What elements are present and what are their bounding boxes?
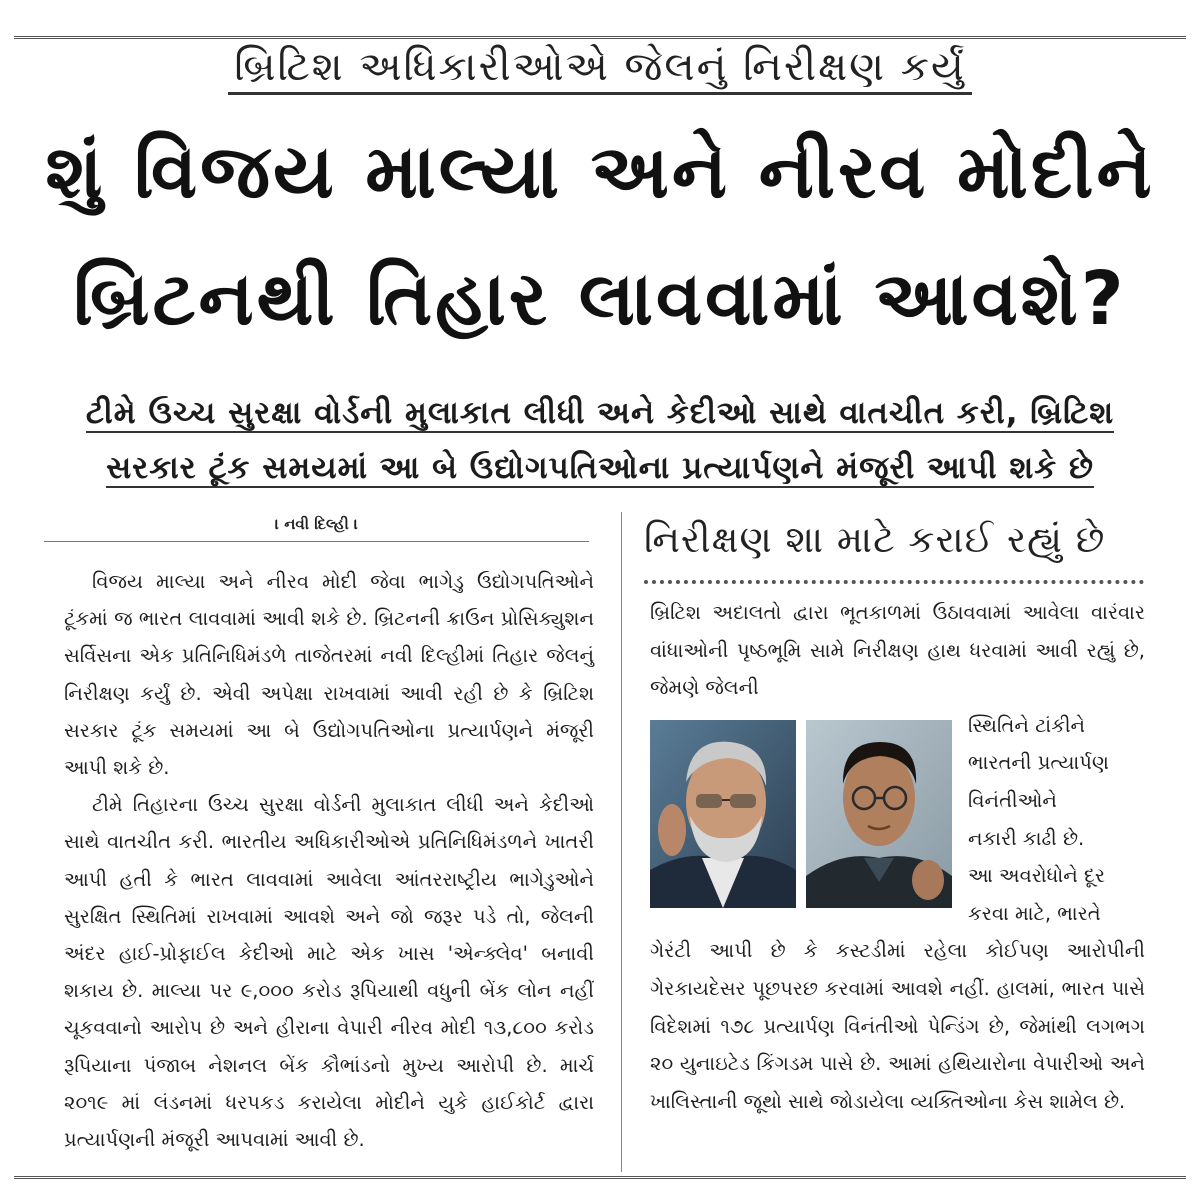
sidebar-title: નિરીક્ષણ શા માટે કરાઈ રહ્યું છે <box>644 518 1106 561</box>
main-headline-line-1: શું વિજય માલ્યા અને નીરવ મોદીને <box>45 129 1155 215</box>
top-border-rule <box>14 36 1186 39</box>
column-divider <box>621 512 622 1172</box>
main-headline-line-2: બ્રિટનથી તિહાર લાવવામાં આવશે? <box>73 256 1127 342</box>
sidebar-wrapped-line: ભારતની પ્રત્યાર્પણ <box>968 751 1109 775</box>
dateline: । નવી દિલ્હી । <box>44 515 589 542</box>
sidebar-rest: ગેરંટી આપી છે કે કસ્ટડીમાં રહેલા કોઈપણ આરોપીની ગેરકાયદેસર પૂછપરછ કરવામાં આવશે નહીં. હાલમાં, ભારત પાસે વિદેશમાં ૧૭૮ પ્રત્યાર્પણ વિનંતીઓ પેન્ડિંગ છે, જેમાંથી લગભગ ૨૦ યુનાઇટેડ કિંગડમ પાસે છે. આમાં હથિયારોના વેપારીઓ અને ખાલિસ્તાની જૂથો સાથે જોડાયેલા વ્યક્તિઓના કેસ શામેલ છે. <box>650 939 1145 1113</box>
sidebar-wrapped-line: સ્થિતિને ટાંકીને <box>968 713 1086 737</box>
sidebar-wrapped-line: નકારી કાઢી છે. <box>968 826 1085 850</box>
article-body <box>64 563 594 1158</box>
subheadline-line-1: ટીમે ઉચ્ચ સુરક્ષા વોર્ડની મુલાકાત લીધી અને કેદીઓ સાથે વાતચીત કરી, બ્રિટિશ <box>85 395 1115 431</box>
subheadline-line-2: સરકાર ટૂંક સમયમાં આ બે ઉદ્યોગપતિઓના પ્રત્યાર્પણને મંજૂરી આપી શકે છે <box>106 450 1094 486</box>
body-paragraph-2: ટીમે તિહારના ઉચ્ચ સુરક્ષા વોર્ડની મુલાકાત લીધી અને કેદીઓ સાથે વાતચીત કરી. ભારતીય અધિકારીઓએ પ્રતિનિધિમંડળને ખાતરી આપી હતી કે ભારત લાવવામાં આવેલા આંતરરાષ્ટ્રીય ભાગેડુઓને સુરક્ષિત સ્થિતિમાં રાખવામાં આવશે અને જો જરૂર પડે તો, જેલની અંદર હાઈ-પ્રોફાઈલ કેદીઓ માટે એક ખાસ 'એન્ક્લેવ' બનાવી શકાય છે. માલ્યા પર ૯,૦૦૦ કરોડ રૂપિયાથી વધુની બેંક લોન નહીં ચૂકવવાનો આરોપ છે અને હીરાના વેપારી નીરવ મોદી ૧૩,૮૦૦ કરોડ રૂપિયાના પંજાબ નેશનલ બેંક કૌભાંડનો મુખ્ય આરોપી છે. માર્ચ ૨૦૧૯ માં લંડનમાં ધરપકડ કરાયેલા મોદીને યુકે હાઈકોર્ટ દ્વારા પ્રત્યાર્પણની મંજૂરી આપવામાં આવી છે. <box>64 793 594 1152</box>
sidebar-dotted-rule <box>644 580 1144 584</box>
sidebar-wrapped-line: કરવા માટે, ભારતે <box>968 901 1101 925</box>
sidebar-wrapped-line: આ અવરોધોને દૂર <box>968 864 1105 888</box>
sidebar-intro: બ્રિટિશ અદાલતો દ્વારા ભૂતકાળમાં ઉઠાવવામાં આવેલા વારંવાર વાંધાઓની પૃષ્ઠભૂમિ સામે નિરીક્ષણ હાથ ધરવામાં આવી રહ્યું છે, જેમણે જેલની <box>650 601 1145 700</box>
bottom-border-rule <box>14 1176 1186 1179</box>
vijay-mallya-photo <box>650 720 796 908</box>
kicker-headline: બ્રિટિશ અધિકારીઓએ જેલનું નિરીક્ષણ કર્યું <box>0 44 1200 90</box>
sidebar-wrapped-line: વિનંતીઓને <box>968 788 1057 812</box>
nirav-modi-photo <box>806 720 952 908</box>
body-paragraph-1: વિજય માલ્યા અને નીરવ મોદી જેવા ભાગેડુ ઉદ્યોગપતિઓને ટૂંકમાં જ ભારત લાવવામાં આવી શકે છે. બ્રિટનની ક્રાઉન પ્રોસિક્યુશન સર્વિસના એક પ્રતિનિધિમંડળે તાજેતરમાં નવી દિલ્હીમાં તિહાર જેલનું નિરીક્ષણ કર્યું છે. એવી અપેક્ષા રાખવામાં આવી રહી છે કે બ્રિટિશ સરકાર ટૂંક સમયમાં આ બે ઉદ્યોગપતિઓના પ્રત્યાર્પણને મંજૂરી આપી શકે છે. <box>64 570 594 780</box>
